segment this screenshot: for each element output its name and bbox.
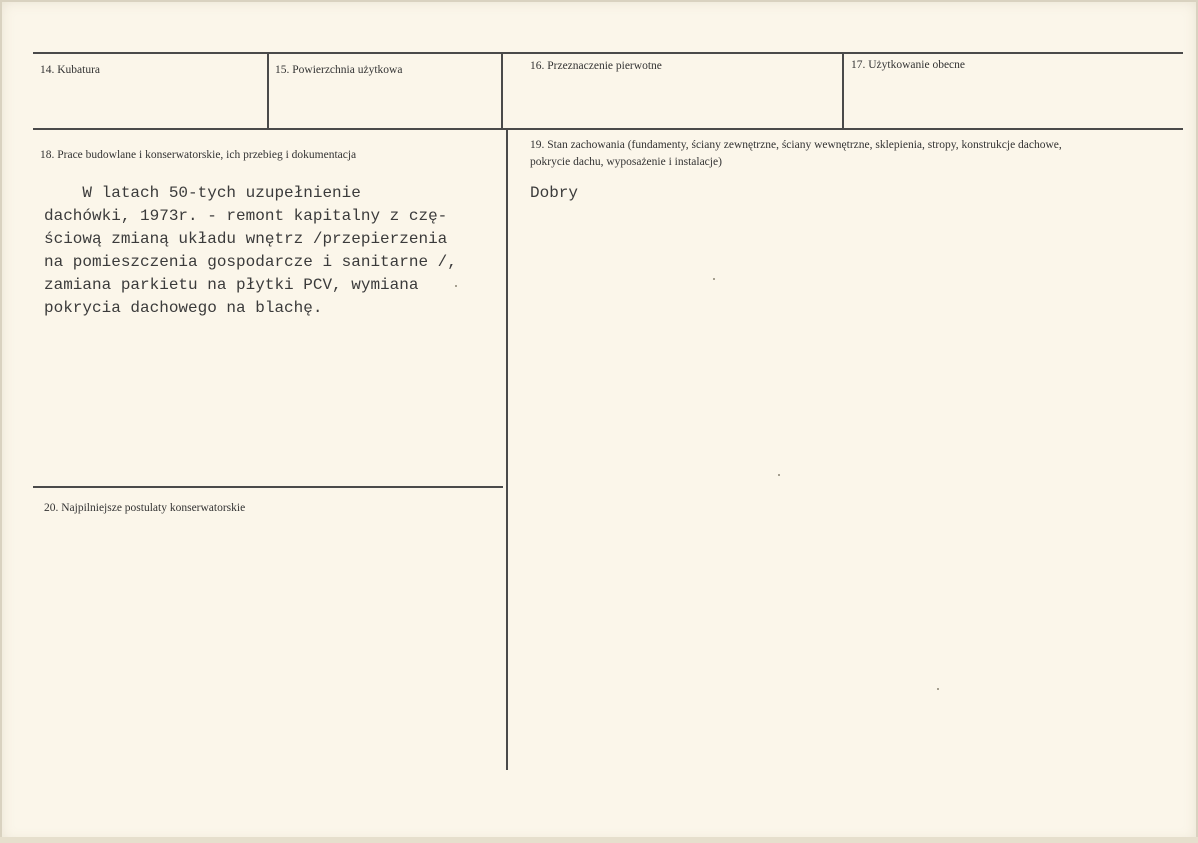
- divider-15-16: [501, 54, 503, 128]
- row1-bottom-rule: [33, 128, 1183, 130]
- divider-14-15: [267, 54, 269, 128]
- center-divider: [506, 130, 508, 770]
- divider-16-17: [842, 54, 844, 128]
- paper-speck: [937, 688, 939, 690]
- field-16-label: 16. Przeznaczenie pierwotne: [530, 60, 662, 72]
- card-bottom-edge: [0, 837, 1198, 843]
- field-18-line: ściową zmianą układu wnętrz /przepierzenia: [44, 230, 448, 248]
- field-17-label: 17. Użytkowanie obecne: [851, 59, 966, 71]
- field-18-line: dachówki, 1973r. - remont kapitalny z czę-: [44, 207, 448, 225]
- top-rule: [33, 52, 1183, 54]
- paper-speck: [713, 278, 715, 280]
- field-18-line: pokrycia dachowego na blachę.: [44, 299, 323, 317]
- paper-speck: [455, 285, 457, 287]
- field-19-entry: Dobry: [530, 184, 579, 202]
- field-20-label: 20. Najpilniejsze postulaty konserwatorskie: [44, 502, 246, 514]
- field-19-label: 19. Stan zachowania (fundamenty, ściany zewnętrzne, ściany wewnętrzne, sklepienia, stropy, konstrukcje dachowe, pokrycie dachu, wyposażenie i instalacje): [530, 139, 1062, 168]
- field-15-label: 15. Powierzchnia użytkowa: [275, 64, 403, 76]
- section20-rule: [33, 486, 503, 488]
- field-18-line: na pomieszczenia gospodarcze i sanitarne /,: [44, 253, 457, 271]
- field-18-line: W latach 50-tych uzupełnienie: [44, 184, 361, 202]
- field-14-label: 14. Kubatura: [40, 64, 101, 76]
- field-18-label: 18. Prace budowlane i konserwatorskie, ich przebieg i dokumentacja: [40, 149, 357, 161]
- paper-speck: [778, 474, 780, 476]
- field-18-line: zamiana parkietu na płytki PCV, wymiana: [44, 276, 419, 294]
